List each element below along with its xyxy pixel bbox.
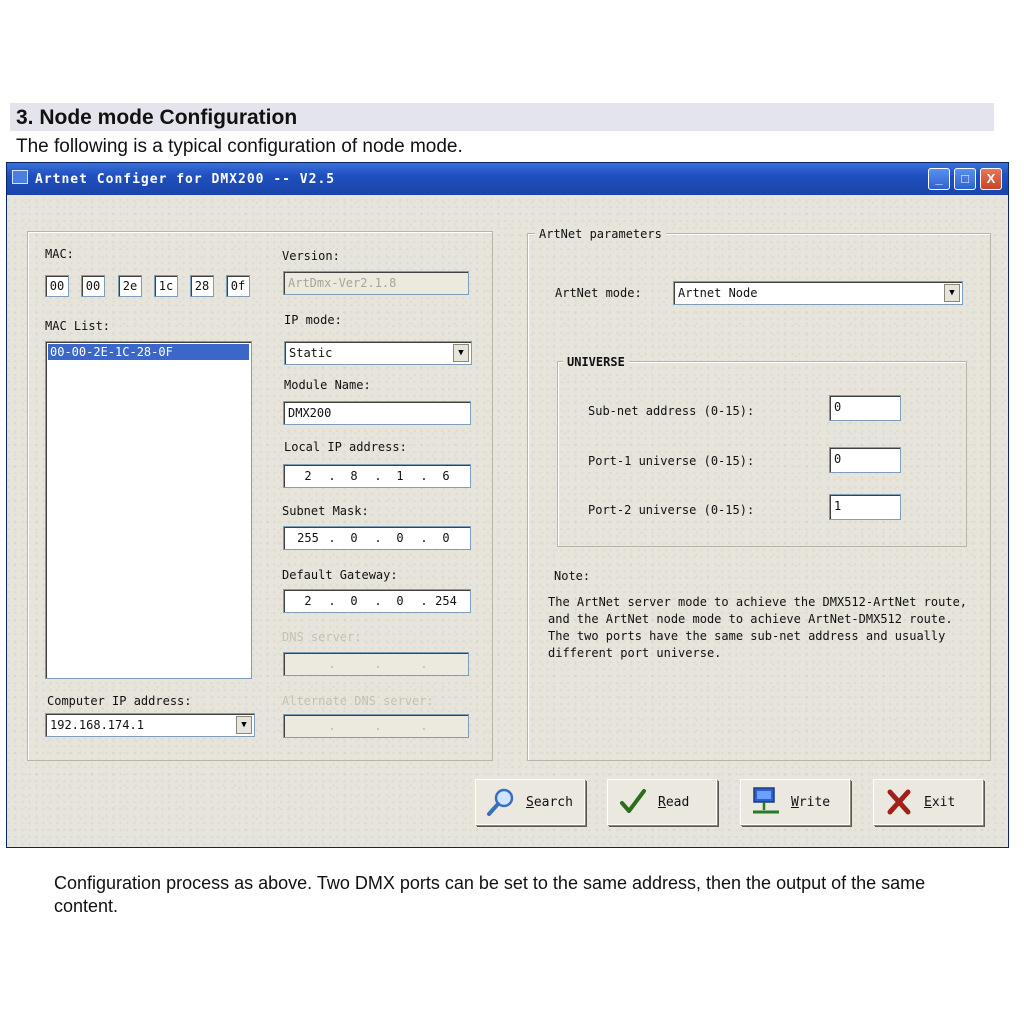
ip-dot: . [328,719,336,733]
ip-octet[interactable]: 8 [350,469,358,483]
default-gateway-input[interactable] [283,589,471,613]
default-gateway-label: Default Gateway: [282,568,398,582]
mac-octet-6[interactable]: 0f [226,275,250,297]
window-title: Artnet Configer for DMX200 -- V2.5 [35,172,336,187]
computer-ip-label: Computer IP address: [47,694,192,708]
dns-server-label: DNS server: [282,630,362,644]
magnifier-icon [486,786,516,818]
port2-universe-input[interactable]: 1 [829,494,901,520]
checkmark-icon [618,786,648,818]
ip-dot: . [420,719,428,733]
ip-mode-value: Static [289,346,333,360]
artnet-mode-select[interactable] [673,281,963,305]
window-app-icon [12,170,28,184]
ip-mode-label: IP mode: [284,313,342,327]
network-computer-icon [751,786,781,818]
port1-universe-input[interactable]: 0 [829,447,901,473]
write-button-label: Write [791,795,831,810]
intro-text: The following is a typical configuration of node mode. [16,136,463,157]
list-item[interactable]: 00-00-2E-1C-28-0F [48,344,249,360]
mac-octet-5[interactable]: 28 [190,275,214,297]
minimize-button[interactable]: _ [928,168,950,190]
ip-octet[interactable]: 6 [442,469,450,483]
computer-ip-value: 192.168.174.1 [50,718,144,732]
read-button-label: Read [658,795,690,810]
subnet-address-label: Sub-net address (0-15): [588,404,755,418]
ip-octet[interactable]: 0 [396,594,404,608]
universe-title: UNIVERSE [563,355,629,369]
ip-dot: . [374,657,382,671]
mac-list-label: MAC List: [45,319,111,333]
port1-universe-label: Port-1 universe (0-15): [588,454,755,468]
dropdown-arrow-icon[interactable]: ▼ [453,344,469,362]
computer-ip-select[interactable] [45,713,255,737]
subnet-mask-input[interactable] [283,526,471,550]
exit-button-label: Exit [924,795,956,810]
search-button-label: Search [526,795,573,810]
module-name-label: Module Name: [284,378,371,392]
local-ip-input[interactable] [283,464,471,488]
note-text: The ArtNet server mode to achieve the DMX512-ArtNet route, and the ArtNet node mode to achieve ArtNet-DMX512 route. The two ports have the same sub-net address and usually different port universe. [548,595,968,660]
dropdown-arrow-icon[interactable]: ▼ [944,284,960,302]
footer-text: Configuration process as above. Two DMX ports can be set to the same address, then the output of the same content. [54,873,926,916]
ip-dot: . [328,469,336,483]
ip-octet[interactable]: 1 [396,469,404,483]
version-label: Version: [282,249,340,263]
alternate-dns-label: Alternate DNS server: [282,694,434,708]
maximize-button[interactable]: □ [954,168,976,190]
port2-universe-label: Port-2 universe (0-15): [588,503,755,517]
ip-mode-select[interactable] [284,341,472,365]
read-button[interactable] [607,779,717,825]
close-button[interactable]: X [980,168,1002,190]
artnet-mode-value: Artnet Node [678,286,758,300]
ip-octet[interactable]: 0 [442,531,450,545]
dropdown-arrow-icon[interactable]: ▼ [236,716,252,734]
mac-octet-3[interactable]: 2e [118,275,142,297]
ip-octet[interactable]: 0 [350,531,358,545]
subnet-address-input[interactable]: 0 [829,395,901,421]
exit-button[interactable] [873,779,983,825]
mac-octet-1[interactable]: 00 [45,275,69,297]
dns-server-input [283,652,469,676]
ip-dot: . [420,594,428,608]
ip-dot: . [328,531,336,545]
search-button[interactable] [475,779,585,825]
subnet-mask-label: Subnet Mask: [282,504,369,518]
ip-dot: . [420,469,428,483]
alternate-dns-input [283,714,469,738]
artnet-parameters-title: ArtNet parameters [535,227,666,241]
ip-dot: . [420,531,428,545]
local-ip-label: Local IP address: [284,440,407,454]
mac-octet-4[interactable]: 1c [154,275,178,297]
ip-octet[interactable]: 0 [350,594,358,608]
title-bar[interactable] [7,163,1008,195]
ip-octet[interactable]: 254 [435,594,457,608]
mac-octet-2[interactable]: 00 [81,275,105,297]
ip-dot: . [374,531,382,545]
ip-octet[interactable]: 2 [304,594,312,608]
write-button[interactable] [740,779,850,825]
app-window [6,162,1009,848]
ip-dot: . [328,594,336,608]
module-name-input[interactable]: DMX200 [283,401,471,425]
ip-octet[interactable]: 255 [297,531,319,545]
ip-dot: . [328,657,336,671]
mac-list[interactable] [45,341,252,679]
ip-dot: . [374,719,382,733]
ip-octet[interactable]: 2 [304,469,312,483]
section-heading: 3. Node mode Configuration [16,106,298,129]
ip-dot: . [420,657,428,671]
note-label: Note: [554,569,591,583]
artnet-mode-label: ArtNet mode: [555,286,642,300]
x-exit-icon [884,786,914,818]
version-field: ArtDmx-Ver2.1.8 [283,271,469,295]
ip-octet[interactable]: 0 [396,531,404,545]
mac-label: MAC: [45,247,74,261]
ip-dot: . [374,594,382,608]
ip-dot: . [374,469,382,483]
